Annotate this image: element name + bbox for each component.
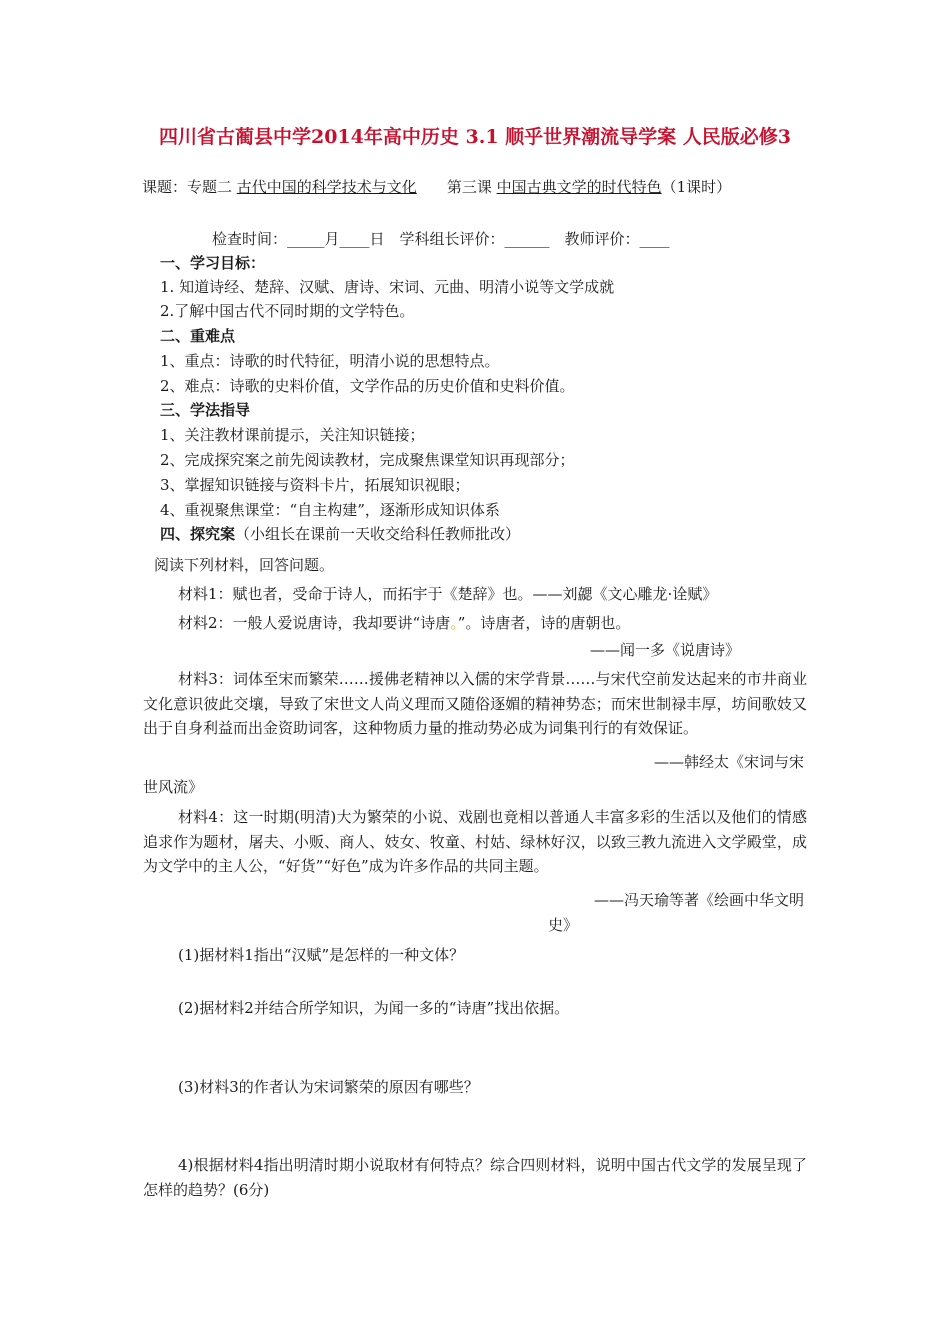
- method-item: 4、重视聚焦课堂：“自主构建”，逐渐形成知识体系: [160, 501, 500, 519]
- check-line: 检查时间：_____月____日 学科组长评价：______ 教师评价：____: [212, 230, 670, 248]
- material-4: 材料4：这一时期(明清)大为繁荣的小说、戏剧也竟相以普通人丰富多彩的生活以及他们的情感追求作为题材，屠夫、小贩、商人、妓女、牧童、村姑、绿林好汉，以致三教九流进入文学殿堂，成为文学中的主人公，“好货”“好色”成为许多作品的共同主题。: [143, 808, 807, 875]
- methods-heading: 三、学法指导: [160, 401, 251, 419]
- material-2: [178, 612, 630, 634]
- material-1: 材料1：赋也者，受命于诗人，而拓宇于《楚辞》也。——刘勰《文心雕龙·诠赋》: [178, 585, 718, 603]
- goals-heading: 一、学习目标：: [160, 254, 266, 272]
- material-3: 材料3：词体至宋而繁荣……援佛老精神以入儒的宋学背景……与宋代空前发达起来的市井商业文化意识彼此交壤，导致了宋世文人尚义理而又随俗逐媚的精神势态；而宋世制禄丰厚，坊间歌妓又出于自身利益而出金资助词客，这种物质力量的推动势必成为词集刊行的有效保证。: [143, 670, 807, 737]
- reading-intro: 阅读下列材料，回答问题。: [154, 556, 335, 574]
- course-topic: 古代中国的科学技术与文化: [236, 178, 417, 196]
- decor-dot: 。: [450, 614, 458, 632]
- material-2-text-b: ”。诗唐者，诗的唐朝也。: [457, 614, 631, 632]
- inquiry-note: （小组长在课前一天收交给科任教师批改）: [235, 525, 521, 543]
- material-4-source-a: ——冯天瑜等著《绘画中华文明: [593, 891, 804, 909]
- key-point-item: 2、难点：诗歌的史料价值，文学作品的历史价值和史料价值。: [160, 377, 575, 395]
- question-2: (2)据材料2并结合所学知识，为闻一多的“诗唐”找出依据。: [178, 999, 570, 1017]
- goal-item: 1. 知道诗经、楚辞、汉赋、唐诗、宋词、元曲、明清小说等文学成就: [160, 278, 615, 296]
- course-line: [142, 176, 731, 198]
- question-3: (3)材料3的作者认为宋词繁荣的原因有哪些？: [178, 1078, 479, 1096]
- inquiry-heading-line: [160, 523, 520, 545]
- material-2-text-a: 材料2：一般人爱说唐诗，我却要讲“诗唐: [178, 614, 451, 632]
- material-4-source-b: 史》: [548, 916, 579, 934]
- key-points-heading: 二、重难点: [160, 327, 236, 345]
- document-title: 四川省古蔺县中学2014年高中历史 3.1 顺乎世界潮流导学案 人民版必修3: [158, 126, 791, 148]
- method-item: 3、掌握知识链接与资料卡片，拓展知识视眼；: [160, 476, 470, 494]
- question-1: (1)据材料1指出“汉赋”是怎样的一种文体？: [178, 946, 465, 964]
- key-point-item: 1、重点：诗歌的时代特征，明清小说的思想特点。: [160, 352, 500, 370]
- lesson-title: 中国古典文学的时代特色: [496, 178, 662, 196]
- lesson-periods: （1课时）: [661, 178, 732, 196]
- material-3-source-a: ——韩经太《宋词与宋: [653, 753, 804, 771]
- goal-item: 2.了解中国古代不同时期的文学特色。: [160, 302, 415, 320]
- material-2-source: ——闻一多《说唐诗》: [589, 641, 740, 659]
- question-4: 4)根据材料4指出明清时期小说取材有何特点？综合四则材料，说明中国古代文学的发展呈现了怎样的趋势？(6分): [143, 1156, 807, 1199]
- inquiry-heading: 四、探究案: [160, 525, 236, 543]
- lesson-label: 第三课: [446, 178, 497, 196]
- method-item: 1、关注教材课前提示，关注知识链接；: [160, 426, 425, 444]
- course-label: 课题：专题二: [142, 178, 237, 196]
- method-item: 2、完成探究案之前先阅读教材，完成聚焦课堂知识再现部分；: [160, 451, 575, 469]
- material-3-source-b: 世风流》: [143, 778, 204, 796]
